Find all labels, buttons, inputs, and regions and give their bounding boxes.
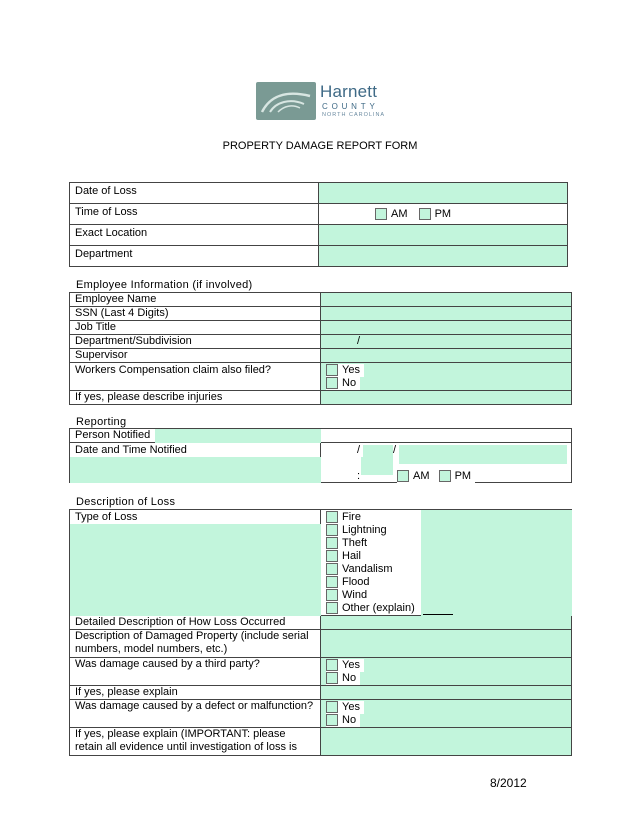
option-other: Other (explain) bbox=[342, 602, 415, 614]
harnett-county-logo bbox=[256, 82, 386, 122]
other-explain-field[interactable] bbox=[421, 510, 572, 616]
flood-checkbox[interactable] bbox=[326, 576, 338, 588]
wind-checkbox[interactable] bbox=[326, 589, 338, 601]
date-time-notified-field[interactable] bbox=[70, 457, 321, 483]
workers-comp-field[interactable] bbox=[321, 363, 572, 391]
employee-name-field[interactable] bbox=[321, 293, 572, 307]
third-party-no-checkbox[interactable] bbox=[326, 672, 338, 684]
wc-yes-checkbox[interactable] bbox=[326, 364, 338, 376]
report-am-label: AM bbox=[413, 470, 430, 482]
third-party-explain-field[interactable] bbox=[321, 686, 572, 700]
date-time-notified-entry bbox=[321, 443, 572, 483]
dept-slash: / bbox=[357, 335, 361, 347]
damaged-property-field[interactable] bbox=[321, 630, 572, 658]
logo-name: Harnett bbox=[320, 82, 378, 101]
loss-table bbox=[69, 509, 572, 756]
option-lightning: Lightning bbox=[342, 524, 387, 536]
department-subdivision-field[interactable] bbox=[321, 335, 572, 349]
third-party-field[interactable] bbox=[321, 658, 572, 686]
employee-table bbox=[69, 292, 572, 405]
third-party-label: Was damage caused by a third party? bbox=[70, 658, 321, 686]
other-underline bbox=[423, 614, 453, 615]
workers-comp-label: Workers Compensation claim also filed? bbox=[70, 363, 321, 391]
employee-section-heading: Employee Information (if involved) bbox=[76, 279, 253, 291]
department-subdivision-label: Department/Subdivision bbox=[70, 335, 321, 349]
employee-name-label: Employee Name bbox=[70, 293, 321, 307]
detailed-description-label: Detailed Description of How Loss Occurred bbox=[70, 616, 321, 630]
report-hour-field[interactable] bbox=[361, 457, 393, 475]
option-wind: Wind bbox=[342, 589, 368, 601]
reporting-slash-2: / bbox=[393, 444, 400, 457]
job-title-field[interactable] bbox=[321, 321, 572, 335]
report-pm-label: PM bbox=[454, 470, 472, 482]
revision-date: 8/2012 bbox=[490, 776, 527, 790]
supervisor-label: Supervisor bbox=[70, 349, 321, 363]
person-notified-field[interactable] bbox=[155, 429, 321, 443]
type-of-loss-cell bbox=[70, 510, 321, 616]
defect-explain-field[interactable] bbox=[321, 728, 572, 756]
reporting-colon: : bbox=[357, 470, 361, 482]
option-flood: Flood bbox=[342, 576, 370, 588]
person-notified-row bbox=[70, 429, 321, 443]
defect-explain-label: If yes, please explain (IMPORTANT: please retain all evidence until investigation of loss is bbox=[70, 728, 321, 756]
hail-checkbox[interactable] bbox=[326, 550, 338, 562]
wc-no-checkbox[interactable] bbox=[326, 377, 338, 389]
report-year-field[interactable] bbox=[399, 445, 567, 464]
logo-state: NORTH CAROLINA bbox=[322, 112, 386, 118]
pm-checkbox[interactable] bbox=[419, 208, 431, 220]
page-title: PROPERTY DAMAGE REPORT FORM bbox=[222, 140, 418, 152]
supervisor-field[interactable] bbox=[321, 349, 572, 363]
option-theft: Theft bbox=[342, 537, 368, 549]
ssn-label: SSN (Last 4 Digits) bbox=[70, 307, 321, 321]
theft-checkbox[interactable] bbox=[326, 537, 338, 549]
third-party-yes-checkbox[interactable] bbox=[326, 659, 338, 671]
option-hail: Hail bbox=[342, 550, 361, 562]
ssn-field[interactable] bbox=[321, 307, 572, 321]
person-notified-extra bbox=[321, 429, 572, 443]
am-label: AM bbox=[391, 208, 408, 220]
third-party-explain-label: If yes, please explain bbox=[70, 686, 321, 700]
defect-no-checkbox[interactable] bbox=[326, 714, 338, 726]
reporting-section-heading: Reporting bbox=[76, 416, 127, 428]
wc-no-label: No bbox=[342, 377, 357, 389]
type-of-loss-options bbox=[321, 510, 572, 616]
defect-no-label: No bbox=[342, 714, 357, 726]
type-of-loss-label: Type of Loss bbox=[75, 511, 141, 524]
reporting-table bbox=[69, 428, 572, 483]
department-label: Department bbox=[70, 246, 319, 267]
date-of-loss-field[interactable] bbox=[319, 183, 568, 204]
damaged-property-label: Description of Damaged Property (include serial numbers, model numbers, etc.) bbox=[70, 630, 321, 658]
report-pm-checkbox[interactable] bbox=[439, 470, 451, 482]
third-party-no-label: No bbox=[342, 672, 357, 684]
reporting-slash-1: / bbox=[357, 444, 364, 457]
loss-basic-table bbox=[69, 182, 568, 267]
defect-label: Was damage caused by a defect or malfunction? bbox=[70, 700, 321, 728]
am-checkbox[interactable] bbox=[375, 208, 387, 220]
defect-yes-label: Yes bbox=[342, 701, 360, 713]
date-time-notified-cell bbox=[70, 443, 321, 483]
wc-yes-label: Yes bbox=[342, 364, 360, 376]
detailed-description-field[interactable] bbox=[321, 616, 572, 630]
other-checkbox[interactable] bbox=[326, 602, 338, 614]
person-notified-label: Person Notified bbox=[75, 429, 151, 441]
lightning-checkbox[interactable] bbox=[326, 524, 338, 536]
job-title-label: Job Title bbox=[70, 321, 321, 335]
option-fire: Fire bbox=[342, 511, 361, 523]
defect-yes-checkbox[interactable] bbox=[326, 701, 338, 713]
department-field[interactable] bbox=[319, 246, 568, 267]
logo-emblem-icon bbox=[256, 82, 316, 120]
date-time-notified-label: Date and Time Notified bbox=[75, 444, 191, 457]
report-am-checkbox[interactable] bbox=[397, 470, 409, 482]
vandalism-checkbox[interactable] bbox=[326, 563, 338, 575]
fire-checkbox[interactable] bbox=[326, 511, 338, 523]
time-of-loss-field[interactable] bbox=[319, 204, 568, 225]
option-vandalism: Vandalism bbox=[342, 563, 393, 575]
injuries-field[interactable] bbox=[321, 391, 572, 405]
logo-county: COUNTY bbox=[322, 102, 379, 111]
pm-label: PM bbox=[434, 208, 452, 220]
type-of-loss-notes-field[interactable] bbox=[70, 524, 321, 616]
injuries-label: If yes, please describe injuries bbox=[70, 391, 321, 405]
date-of-loss-label: Date of Loss bbox=[70, 183, 319, 204]
time-of-loss-label: Time of Loss bbox=[70, 204, 319, 225]
exact-location-label: Exact Location bbox=[70, 225, 319, 246]
report-month-field[interactable] bbox=[363, 445, 393, 457]
loss-section-heading: Description of Loss bbox=[76, 496, 176, 508]
defect-field[interactable] bbox=[321, 700, 572, 728]
third-party-yes-label: Yes bbox=[342, 659, 360, 671]
exact-location-field[interactable] bbox=[319, 225, 568, 246]
